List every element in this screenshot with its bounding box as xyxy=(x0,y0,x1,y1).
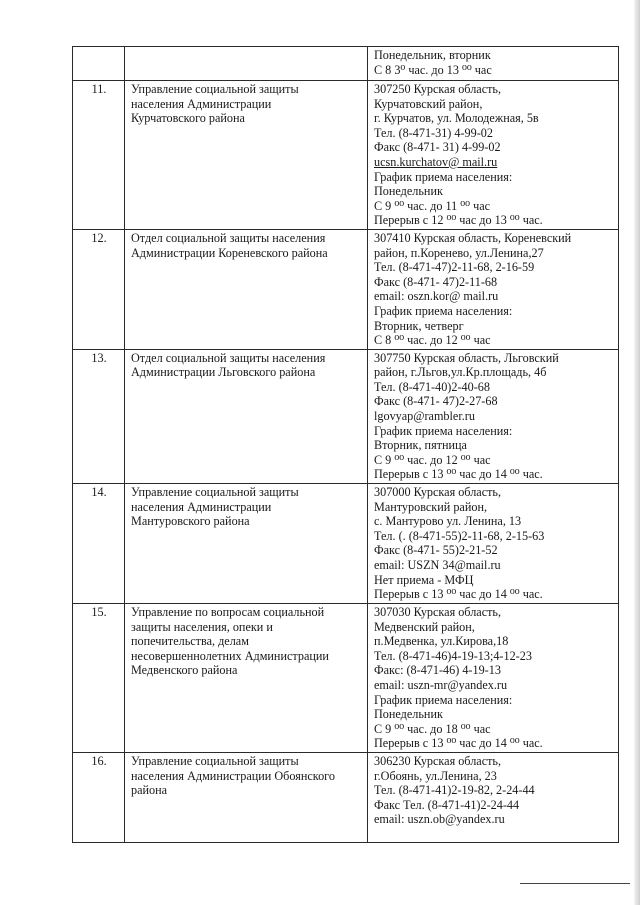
office-name-line: Мантуровского района xyxy=(131,514,250,529)
table-row xyxy=(73,752,619,842)
office-name xyxy=(125,47,368,81)
contact-line: Перерыв с 12 ⁰⁰ час до 13 ⁰⁰ час. xyxy=(374,213,543,228)
contact-line: Тел. (. (8-471-55)2-11-68, 2-15-63 xyxy=(374,528,545,543)
contact-line: Факс (8-471- 47)2-11-68 xyxy=(374,274,498,289)
table-row xyxy=(73,484,619,604)
contact-line: Тел. (8-471-47)2-11-68, 2-16-59 xyxy=(374,260,535,275)
row-number: 11. xyxy=(73,81,125,230)
email-text: email: uszn-mr@yandex.ru xyxy=(374,678,508,692)
email-text: email: uszn.ob@yandex.ru xyxy=(374,812,505,827)
office-name-line: попечительства, делам xyxy=(131,634,249,649)
contact-line: Нет приема - МФЦ xyxy=(374,572,474,587)
office-name-line: населения Администрации xyxy=(131,499,272,514)
contact-line: С 8 3⁰ час. до 13 ⁰⁰ час xyxy=(374,62,492,77)
office-name-line: Отдел социальной защиты населения xyxy=(131,350,326,365)
contact-line: Мантуровский район, xyxy=(374,499,488,514)
contact-line: Понедельник xyxy=(374,184,443,199)
row-number: 14. xyxy=(73,484,125,604)
table-row xyxy=(73,349,619,483)
contact-line: С 9 ⁰⁰ час. до 18 ⁰⁰ час xyxy=(374,721,491,736)
contact-line: Вторник, четверг xyxy=(374,318,464,333)
office-name-line: Курчатовского района xyxy=(131,111,245,126)
contact-line: С 8 ⁰⁰ час. до 12 ⁰⁰ час xyxy=(374,333,491,348)
contact-line: Курчатовский район, xyxy=(374,96,483,111)
row-number: 16. xyxy=(73,752,125,842)
contact-line: Тел. (8-471-41)2-19-82, 2-24-44 xyxy=(374,783,535,798)
table-row xyxy=(73,604,619,753)
contact-line: 306230 Курская область, xyxy=(374,753,502,768)
contact-line: Перерыв с 13 ⁰⁰ час до 14 ⁰⁰ час. xyxy=(374,587,543,602)
contact-line: Перерыв с 13 ⁰⁰ час до 14 ⁰⁰ час. xyxy=(374,467,543,482)
email-text: ucsn.kurchatov@ mail.ru xyxy=(374,154,498,169)
office-name-line: Управление социальной защиты xyxy=(131,485,299,500)
table-row xyxy=(73,229,619,349)
contact-line: Факс (8-471- 31) 4-99-02 xyxy=(374,140,501,155)
office-name-line: Администрации Льговского района xyxy=(131,365,316,380)
office-name-line: населения Администрации xyxy=(131,96,272,111)
office-name xyxy=(125,604,368,753)
email-text: email: oszn.kor@ mail.ru xyxy=(374,289,499,304)
footer-rule xyxy=(520,883,630,884)
contact-line: 307750 Курская область, Льговский xyxy=(374,350,559,365)
contact-info xyxy=(368,81,619,230)
contact-line: Тел. (8-471-46)4-19-13;4-12-23 xyxy=(374,648,532,663)
contact-line: Вторник, пятница xyxy=(374,438,467,453)
contact-info xyxy=(368,229,619,349)
table-row xyxy=(73,81,619,230)
email-text: email: USZN 34@mail.ru xyxy=(374,558,501,572)
contact-line: 307000 Курская область, xyxy=(374,485,502,500)
contact-line: Факс (8-471- 55)2-21-52 xyxy=(374,543,498,558)
contact-line: Факс: (8-471-46) 4-19-13 xyxy=(374,663,501,678)
office-name xyxy=(125,229,368,349)
contact-info xyxy=(368,604,619,753)
office-name-line: несовершеннолетних Администрации xyxy=(131,648,329,663)
contact-line: Понедельник, вторник xyxy=(374,48,491,62)
office-name-line: Медвенского района xyxy=(131,663,238,678)
table-body xyxy=(73,47,619,843)
contact-line: 307410 Курская область, Кореневский xyxy=(374,230,572,245)
table-row xyxy=(73,47,619,81)
row-number: 15. xyxy=(73,604,125,753)
contact-line: Тел. (8-471-31) 4-99-02 xyxy=(374,125,493,140)
contact-line: Понедельник xyxy=(374,707,443,722)
office-name-line: Управление социальной защиты xyxy=(131,753,299,768)
office-name xyxy=(125,81,368,230)
social-protection-offices-table xyxy=(72,46,619,843)
office-name-line: Администрации Кореневского района xyxy=(131,245,328,260)
office-name-line: Управление по вопросам социальной xyxy=(131,605,325,620)
contact-info xyxy=(368,349,619,483)
contact-line: Факс (8-471- 47)2-27-68 xyxy=(374,394,498,409)
contact-line: п.Медвенка, ул.Кирова,18 xyxy=(374,634,509,649)
email-text: lgovyap@rambler.ru xyxy=(374,409,475,424)
contact-line: График приема населения: xyxy=(374,169,513,184)
contact-line: График приема населения: xyxy=(374,303,513,318)
contact-line: С 9 ⁰⁰ час. до 11 ⁰⁰ час xyxy=(374,198,491,213)
contact-line: График приема населения: xyxy=(374,423,513,438)
office-name xyxy=(125,484,368,604)
scan-edge xyxy=(634,0,640,905)
contact-info xyxy=(368,484,619,604)
office-name-line: Отдел социальной защиты населения xyxy=(131,230,326,245)
row-number: 13. xyxy=(73,349,125,483)
contact-line: График приема населения: xyxy=(374,692,513,707)
office-name-line: Управление социальной защиты xyxy=(131,82,299,96)
contact-line: Медвенский район, xyxy=(374,619,475,634)
contact-line: С 9 ⁰⁰ час. до 12 ⁰⁰ час xyxy=(374,452,491,467)
contact-line: район, п.Коренево, ул.Ленина,27 xyxy=(374,245,544,260)
contact-line: Тел. (8-471-40)2-40-68 xyxy=(374,379,490,394)
contact-line: 307030 Курская область, xyxy=(374,605,502,620)
contact-line: с. Мантурово ул. Ленина, 13 xyxy=(374,514,522,529)
contact-info xyxy=(368,752,619,842)
office-name xyxy=(125,752,368,842)
contact-line: г.Обоянь, ул.Ленина, 23 xyxy=(374,768,497,783)
office-name-line: защиты населения, опеки и xyxy=(131,619,273,634)
contact-line: район, г.Льгов,ул.Кр.площадь, 4б xyxy=(374,365,547,380)
office-name-line: населения Администрации Обоянского xyxy=(131,768,335,783)
office-name-line: района xyxy=(131,783,168,798)
contact-line: 307250 Курская область, xyxy=(374,82,502,96)
contact-info xyxy=(368,47,619,81)
row-number: 12. xyxy=(73,229,125,349)
contact-line: Перерыв с 13 ⁰⁰ час до 14 ⁰⁰ час. xyxy=(374,736,543,751)
office-name xyxy=(125,349,368,483)
contact-line: Факс Тел. (8-471-41)2-24-44 xyxy=(374,797,520,812)
contact-line: г. Курчатов, ул. Молодежная, 5в xyxy=(374,111,539,126)
row-number xyxy=(73,47,125,81)
